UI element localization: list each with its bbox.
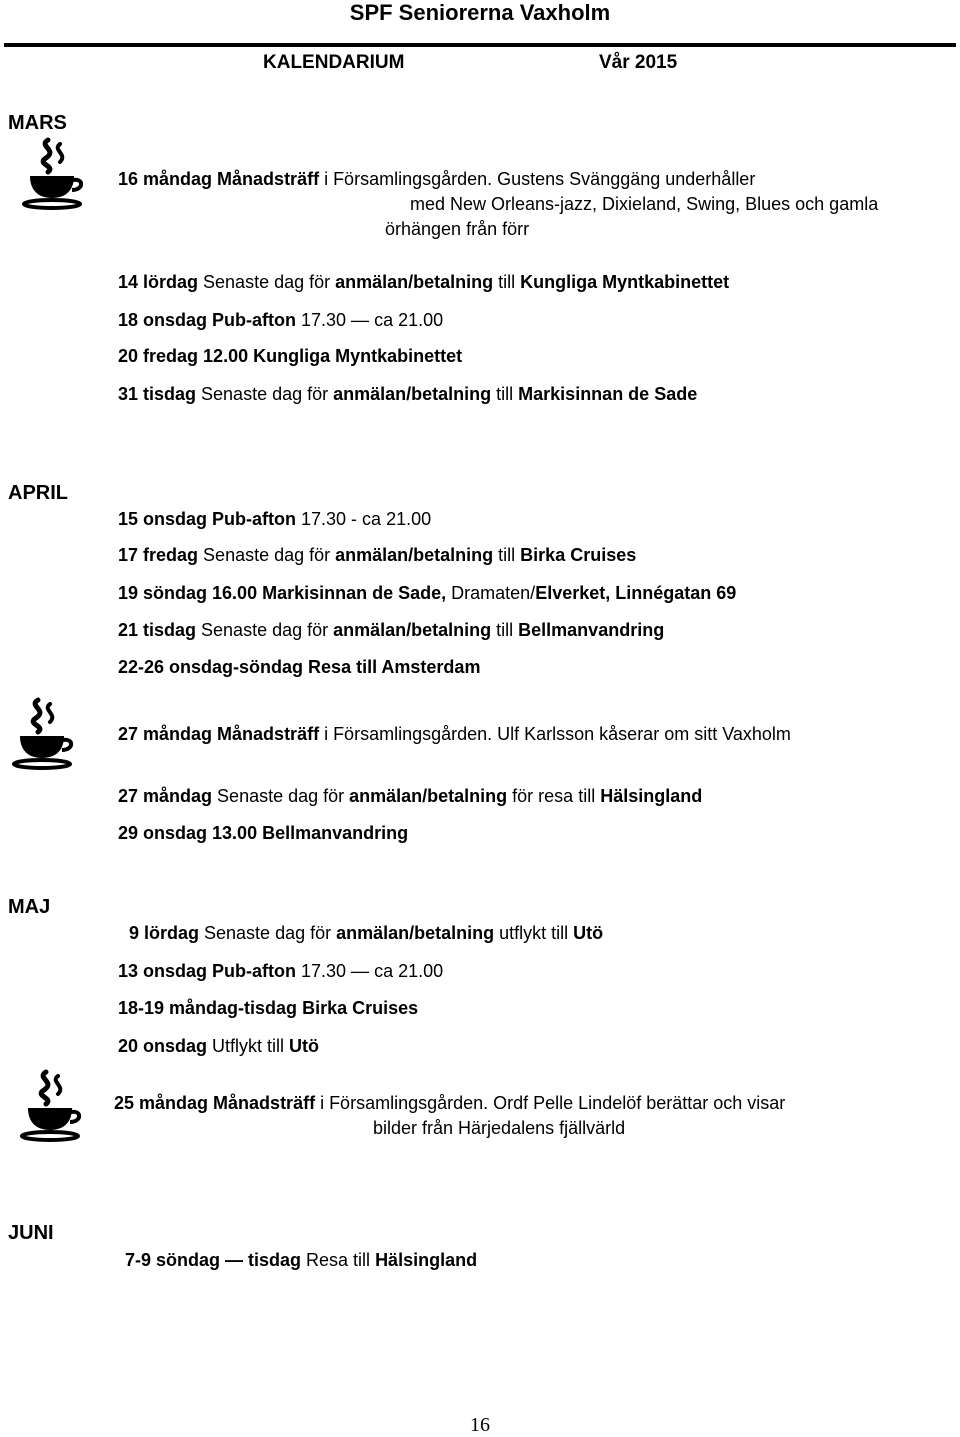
event-text: Utflykt till (207, 1036, 290, 1056)
event-day: 29 onsdag (118, 823, 208, 843)
event-title: Månadsträff (212, 724, 320, 744)
event-text: Resa till Amsterdam (303, 657, 481, 677)
event-maj-18-19 (118, 997, 418, 1019)
event-text: Utö (573, 923, 604, 943)
event-text: anmälan/betalning (333, 384, 492, 404)
event-april-19 (118, 582, 736, 604)
event-mars-16 (118, 168, 755, 190)
event-description: i Församlingsgården. Ordf Pelle Lindelöf berättar och visar (315, 1093, 786, 1113)
event-text: till (491, 384, 519, 404)
event-text: Hälsingland (600, 786, 703, 806)
event-text: Elverket, Linnégatan 69 (535, 583, 737, 603)
event-day: 31 tisdag (118, 384, 197, 404)
event-text: Senaste dag för (198, 545, 336, 565)
organization-name: SPF Seniorerna Vaxholm (349, 0, 611, 25)
event-day: 14 lördag (118, 272, 199, 292)
term-label: Vår 2015 (599, 52, 678, 73)
event-maj-9 (129, 922, 603, 944)
event-text: Markisinnan de Sade (518, 384, 698, 404)
event-day: 19 söndag (118, 583, 208, 603)
event-continuation: med New Orleans-jazz, Dixieland, Swing, Blues och gamla (410, 194, 879, 214)
event-text: till (493, 272, 521, 292)
page-number: 16 (470, 1414, 490, 1436)
event-text: Senaste dag för (196, 620, 334, 640)
event-maj-20 (118, 1035, 319, 1057)
event-text: till (493, 545, 521, 565)
event-day: 16 måndag (118, 169, 213, 189)
event-text: anmälan/betalning (335, 545, 494, 565)
event-day: 27 måndag (118, 786, 213, 806)
event-mars-31 (118, 383, 697, 405)
event-text: Pub-afton (207, 310, 297, 330)
event-april-27-meeting (118, 723, 791, 745)
event-mars-14 (118, 271, 729, 293)
event-continuation: bilder från Härjedalens fjällvärld (373, 1118, 626, 1138)
header-rule (4, 43, 956, 47)
event-text: Dramaten/ (446, 583, 536, 603)
event-text: Utö (289, 1036, 320, 1056)
event-day: 15 onsdag (118, 509, 208, 529)
event-day: 7-9 söndag — tisdag (125, 1250, 302, 1270)
coffee-cup-icon (22, 136, 86, 216)
event-title: Månadsträff (217, 169, 320, 189)
event-title: Månadsträff (208, 1093, 316, 1113)
event-text: Hälsingland (375, 1250, 478, 1270)
event-day: 22-26 onsdag-söndag (118, 657, 304, 677)
page-title: KALENDARIUM (263, 52, 405, 73)
event-text: Senaste dag för (212, 786, 350, 806)
event-text: 12.00 Kungliga Myntkabinettet (198, 346, 463, 366)
event-text: Senaste dag för (196, 384, 334, 404)
event-day: 20 fredag (118, 346, 199, 366)
event-text: 16.00 Markisinnan de Sade, (207, 583, 447, 603)
event-text: till (491, 620, 519, 640)
event-text: Birka Cruises (297, 998, 419, 1018)
event-continuation: örhängen från förr (385, 219, 530, 239)
event-text: för resa till (507, 786, 601, 806)
event-text: 17.30 - ca 21.00 (296, 509, 432, 529)
event-text: Senaste dag för (198, 272, 336, 292)
event-text: Birka Cruises (520, 545, 637, 565)
event-day: 20 onsdag (118, 1036, 208, 1056)
event-day: 9 lördag (129, 923, 200, 943)
event-text: anmälan/betalning (349, 786, 508, 806)
event-day: 13 onsdag (118, 961, 208, 981)
event-description: i Församlingsgården. Gustens Svänggäng underhåller (319, 169, 756, 189)
month-heading-mars: MARS (8, 112, 67, 134)
event-april-22-26 (118, 656, 480, 678)
event-text: 17.30 — ca 21.00 (296, 310, 444, 330)
event-april-27-deadline (118, 785, 702, 807)
event-day: 27 måndag (118, 724, 213, 744)
event-text: Resa till (301, 1250, 376, 1270)
event-juni-7-9 (125, 1249, 477, 1271)
event-day: 21 tisdag (118, 620, 197, 640)
event-text: 13.00 Bellmanvandring (207, 823, 409, 843)
month-heading-maj: MAJ (8, 896, 51, 918)
event-text: Senaste dag för (199, 923, 337, 943)
event-april-15 (118, 508, 431, 530)
event-text: Bellmanvandring (518, 620, 665, 640)
event-april-17 (118, 544, 636, 566)
event-text: anmälan/betalning (333, 620, 492, 640)
event-mars-18 (118, 309, 443, 331)
event-text: Pub-afton (207, 961, 297, 981)
month-heading-juni: JUNI (8, 1222, 54, 1244)
event-april-29 (118, 822, 408, 844)
event-day: 18 onsdag (118, 310, 208, 330)
month-heading-april: APRIL (8, 482, 68, 504)
event-text: anmälan/betalning (336, 923, 495, 943)
event-day: 18-19 måndag-tisdag (118, 998, 298, 1018)
event-day: 17 fredag (118, 545, 199, 565)
event-description: i Församlingsgården. Ulf Karlsson kåserar om sitt Vaxholm (319, 724, 791, 744)
event-text: utflykt till (494, 923, 574, 943)
event-text: anmälan/betalning (335, 272, 494, 292)
event-april-21 (118, 619, 664, 641)
event-text: 17.30 — ca 21.00 (296, 961, 444, 981)
event-maj-13 (118, 960, 443, 982)
coffee-cup-icon (12, 696, 76, 776)
coffee-cup-icon (20, 1068, 84, 1148)
event-mars-20 (118, 345, 462, 367)
event-maj-25 (114, 1092, 785, 1114)
event-day: 25 måndag (114, 1093, 209, 1113)
event-text: Pub-afton (207, 509, 297, 529)
event-text: Kungliga Myntkabinettet (520, 272, 730, 292)
